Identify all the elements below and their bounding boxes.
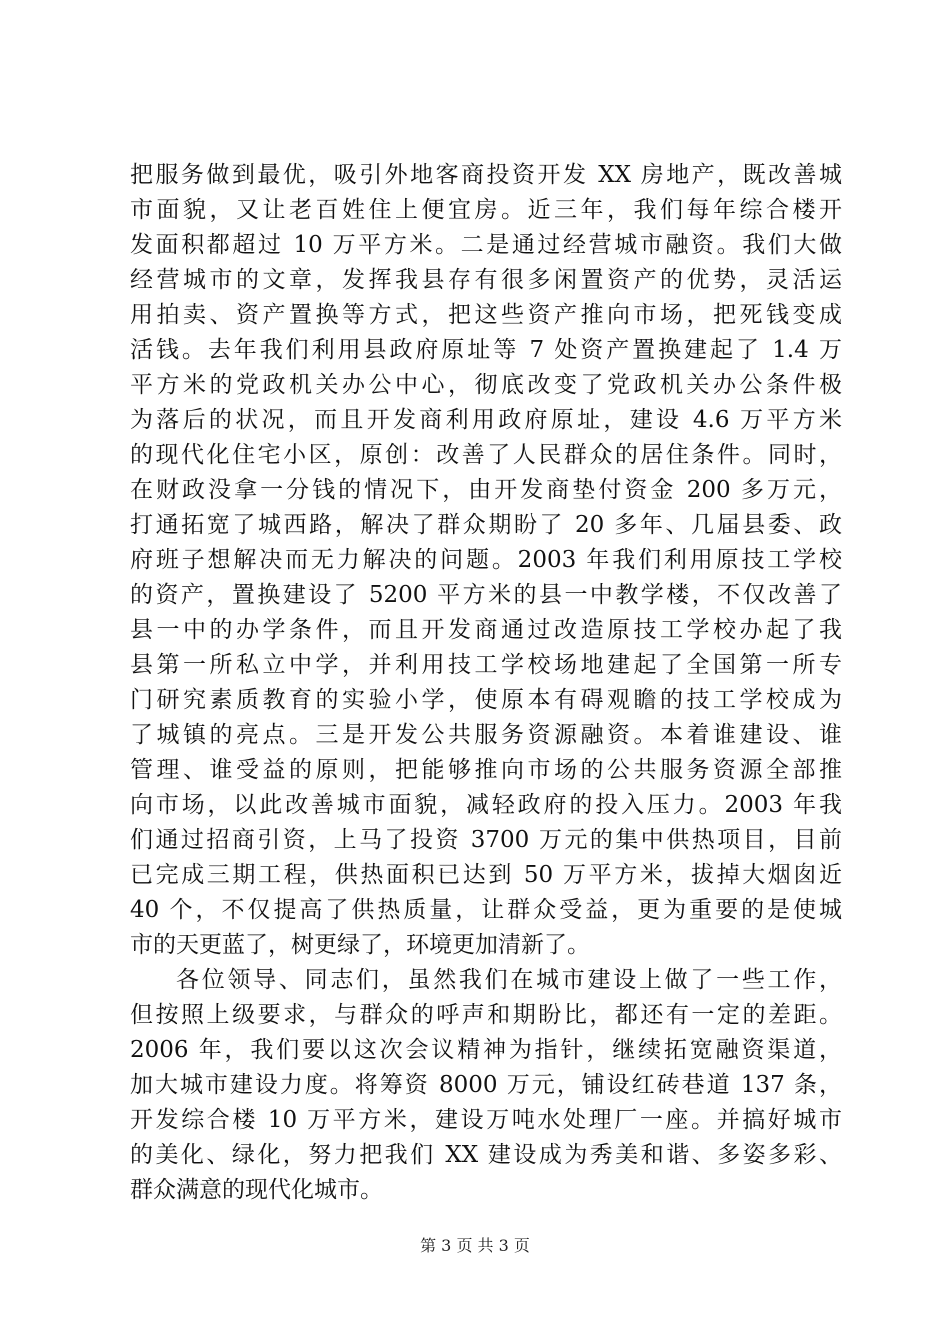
text-line: 为落后的状况，而且开发商利用政府原址，建设 4.6 万平方米 — [130, 407, 842, 433]
text-line: 开发综合楼 10 万平方米，建设万吨水处理厂一座。并搞好城市 — [130, 1107, 842, 1133]
text-line: 但按照上级要求，与群众的呼声和期盼比，都还有一定的差距。 — [130, 1002, 842, 1028]
text-line: 已完成三期工程，供热面积已达到 50 万平方米，拔掉大烟囱近 — [130, 862, 842, 888]
text-line: 在财政没拿一分钱的情况下，由开发商垫付资金 200 多万元， — [130, 477, 842, 503]
text-line: 向市场，以此改善城市面貌，减轻政府的投入压力。2003 年我 — [130, 792, 842, 818]
text-line: 平方米的党政机关办公中心，彻底改变了党政机关办公条件极 — [130, 372, 842, 398]
text-line: 2006 年，我们要以这次会议精神为指针，继续拓宽融资渠道， — [130, 1037, 842, 1063]
text-line: 发面积都超过 10 万平方米。二是通过经营城市融资。我们大做 — [130, 232, 842, 258]
text-line: 用拍卖、资产置换等方式，把这些资产推向市场，把死钱变成 — [130, 302, 842, 328]
text-line: 经营城市的文章，发挥我县存有很多闲置资产的优势，灵活运 — [130, 267, 842, 293]
text-line: 加大城市建设力度。将筹资 8000 万元，铺设红砖巷道 137 条， — [130, 1072, 842, 1098]
paragraph-1 — [130, 158, 842, 963]
paragraph-2 — [130, 963, 842, 1208]
text-line: 群众满意的现代化城市。 — [130, 1177, 383, 1203]
page-indicator: 第 3 页 共 3 页 — [420, 1236, 530, 1255]
document-body — [130, 158, 842, 1208]
text-line: 40 个，不仅提高了供热质量，让群众受益，更为重要的是使城 — [130, 897, 842, 923]
text-line: 把服务做到最优，吸引外地客商投资开发 XX 房地产，既改善城 — [130, 162, 842, 188]
text-line: 的资产，置换建设了 5200 平方米的县一中教学楼，不仅改善了 — [130, 582, 842, 608]
text-line: 县一中的办学条件，而且开发商通过改造原技工学校办起了我 — [130, 617, 842, 643]
text-line: 府班子想解决而无力解决的问题。2003 年我们利用原技工学校 — [130, 547, 842, 573]
text-line: 了城镇的亮点。三是开发公共服务资源融资。本着谁建设、谁 — [130, 722, 842, 748]
page-footer — [0, 1236, 950, 1256]
text-line: 各位领导、同志们，虽然我们在城市建设上做了一些工作， — [176, 967, 842, 993]
text-line: 市面貌，又让老百姓住上便宜房。近三年，我们每年综合楼开 — [130, 197, 842, 223]
text-line: 打通拓宽了城西路，解决了群众期盼了 20 多年、几届县委、政 — [130, 512, 842, 538]
text-line: 管理、谁受益的原则，把能够推向市场的公共服务资源全部推 — [130, 757, 842, 783]
text-line: 的现代化住宅小区，原创：改善了人民群众的居住条件。同时， — [130, 442, 842, 468]
text-line: 活钱。去年我们利用县政府原址等 7 处资产置换建起了 1.4 万 — [130, 337, 842, 363]
text-line: 们通过招商引资，上马了投资 3700 万元的集中供热项目，目前 — [130, 827, 842, 853]
text-line: 门研究素质教育的实验小学，使原本有碍观瞻的技工学校成为 — [130, 687, 842, 713]
text-line: 县第一所私立中学，并利用技工学校场地建起了全国第一所专 — [130, 652, 842, 678]
text-line: 市的天更蓝了，树更绿了，环境更加清新了。 — [130, 932, 590, 958]
text-line: 的美化、绿化，努力把我们 XX 建设成为秀美和谐、多姿多彩、 — [130, 1142, 842, 1168]
